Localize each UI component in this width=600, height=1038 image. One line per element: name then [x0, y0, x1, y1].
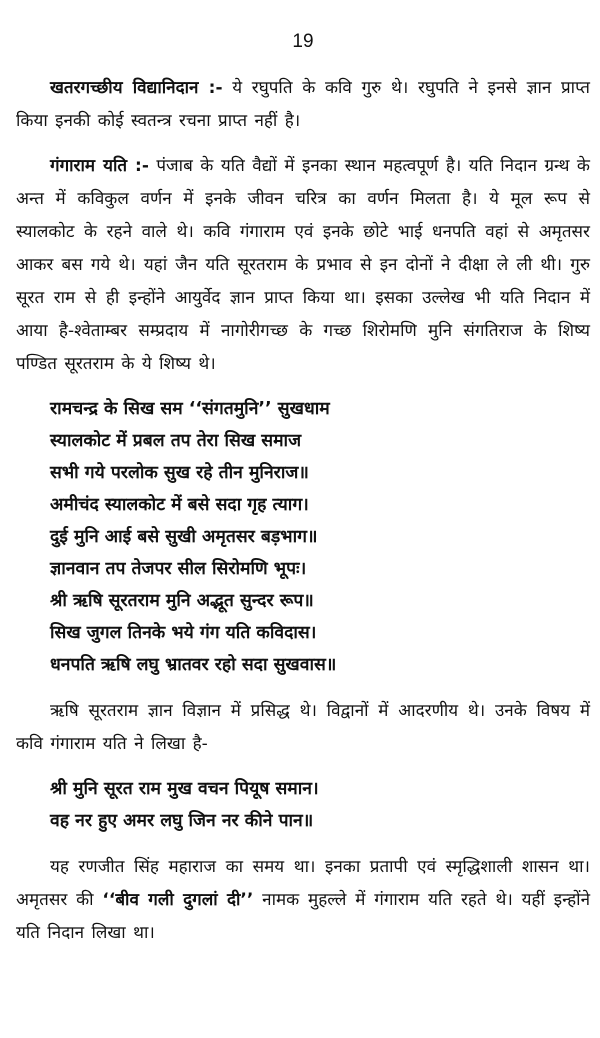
book-page [16, 30, 590, 962]
verse-line: दुई मुनि आई बसे सुखी अमृतसर बड़भाग॥ [50, 527, 318, 547]
paragraph-kharatar [16, 72, 590, 138]
verse-line: वह नर हुए अमर लघु जिन नर कीने पान॥ [50, 811, 314, 831]
heading-gangaram: गंगाराम यति :- [50, 156, 149, 176]
verse-line: श्री मुनि सूरत राम मुख वचन पियूष समान। [50, 779, 319, 799]
paragraph-kharatar-text: ये रघुपति के कवि गुरु थे। रघुपति ने इनसे ज्ञान प्राप्त किया इनकी कोई स्वतन्त्र रचना प्राप्त नहीं है। [16, 78, 590, 131]
paragraph-gangaram [16, 150, 590, 381]
page-number: 19 [292, 31, 314, 52]
verse-line: सभी गये परलोक सुख रहे तीन मुनिराज॥ [50, 463, 309, 483]
verse-line: श्री ऋषि सूरतराम मुनि अद्भूत सुन्दर रूप॥ [50, 591, 314, 611]
verse-line: रामचन्द्र के सिख सम ‘‘संगतमुनि’’ सुखधाम [50, 399, 330, 419]
paragraph-ranjit [16, 851, 590, 950]
verse-block-2 [50, 773, 590, 837]
verse-line: अमीचंद स्यालकोट में बसे सदा गृह त्याग। [50, 495, 309, 515]
paragraph-ranjit-text-after: नामक मुहल्ले में गंगाराम यति रहते थे। यहीं इन्होंने यति निदान लिखा था। [16, 890, 591, 943]
verse-line: धनपति ऋषि लघु भ्रातवर रहो सदा सुखवास॥ [50, 655, 337, 675]
paragraph-rishi: ऋषि सूरतराम ज्ञान विज्ञान में प्रसिद्ध थे। विद्वानों में आदरणीय थे। उनके विषय में कवि गंगाराम यति ने लिखा है- [16, 701, 590, 754]
verse-line: सिख जुगल तिनके भये गंग यति कविदास। [50, 623, 317, 643]
heading-kharatar: खतरगच्छीय विद्यानिदान :- [50, 78, 223, 98]
verse-line: ज्ञानवान तप तेजपर सील सिरोमणि भूपः। [50, 559, 307, 579]
paragraph-ranjit-text-before: यह रणजीत सिंह महाराज का समय था। इनका प्रतापी एवं स्मृद्धिशाली शासन था। अमृतसर की [16, 857, 590, 910]
paragraph-gangaram-text: पंजाब के यति वैद्यों में इनका स्थान महत्वपूर्ण है। यति निदान ग्रन्थ के अन्त में कविकुल वर्णन में इनके जीवन चरित्र का वर्णन मिलता है। ये मूल रूप से स्यालकोट के रहने वाले थे। कवि गंगाराम एवं इनके छोटे भाई धनपति वहां से अमृतसर आकर बस गये थे। यहां जैन यति सूरतराम के प्रभाव से इन दोनों ने दीक्षा ले ली थी। गुरु सूरत राम से ही इन्होंने आयुर्वेद ज्ञान प्राप्त किया था। इसका उल्लेख भी यति निदान में आया है-श्वेताम्बर सम्प्रदाय में नागोरीगच्छ के गच्छ शिरोमणि मुनि संगतिराज के शिष्य पण्डित सूरतराम के ये शिष्य थे। [16, 156, 590, 374]
verse-line: स्यालकोट में प्रबल तप तेरा सिख समाज [50, 431, 302, 451]
verse-block-1 [50, 393, 590, 681]
quoted-locality-name: ‘‘बीव गली दुगलां दी’’ [102, 890, 254, 910]
